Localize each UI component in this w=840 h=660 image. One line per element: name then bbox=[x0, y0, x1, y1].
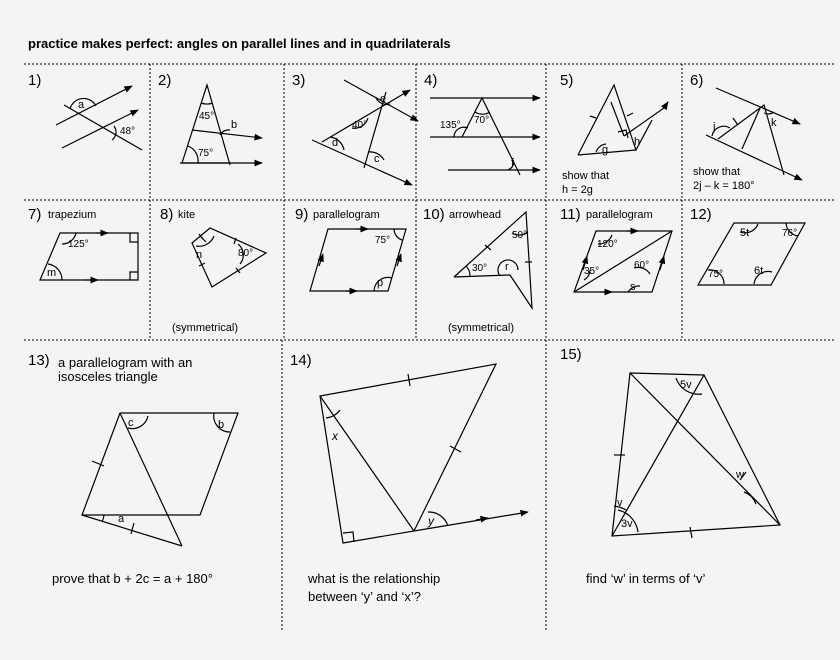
problem-2-figure bbox=[180, 85, 262, 165]
page-title: practice makes perfect: angles on parallel lines and in quadrilaterals bbox=[28, 36, 451, 51]
p11-label-s: s bbox=[630, 281, 636, 293]
problem-8-note: (symmetrical) bbox=[172, 322, 238, 334]
problem-12-figure bbox=[698, 223, 805, 285]
p5-label-h: h bbox=[634, 136, 641, 148]
grid-lines bbox=[24, 64, 834, 630]
problem-11-shape-name: parallelogram bbox=[586, 209, 653, 221]
problem-10-figure bbox=[454, 212, 532, 308]
problem-10-note: (symmetrical) bbox=[448, 322, 514, 334]
problem-8-number: 8) bbox=[160, 206, 174, 223]
problem-13-number: 13) bbox=[28, 352, 50, 369]
p3-label-c: c bbox=[374, 153, 380, 165]
p12-label-76: 76° bbox=[782, 228, 798, 239]
problem-9-number: 9) bbox=[295, 206, 309, 223]
problem-4-number: 4) bbox=[424, 72, 438, 89]
p6-label-j: j bbox=[713, 121, 716, 133]
p10-label-50: 50° bbox=[512, 230, 528, 241]
problem-4-figure bbox=[430, 98, 540, 175]
problem-3-number: 3) bbox=[292, 72, 306, 89]
problem-13-prompt: prove that b + 2c = a + 180° bbox=[52, 571, 213, 586]
p9-label-p: p bbox=[377, 277, 384, 289]
p8-label-80: 80° bbox=[238, 248, 254, 259]
problem-1-number: 1) bbox=[28, 72, 42, 89]
problem-14-prompt-2: between ‘y’ and ‘x’? bbox=[308, 589, 421, 604]
problem-14-number: 14) bbox=[290, 352, 312, 369]
p12-label-75: 75° bbox=[708, 269, 724, 280]
p9-label-75: 75° bbox=[375, 235, 391, 246]
problem-6-figure bbox=[706, 88, 802, 180]
p15-label-3v: 3v bbox=[621, 518, 633, 530]
p13-label-a: a bbox=[118, 513, 125, 525]
p8-label-n: n bbox=[196, 249, 203, 261]
problem-11-number: 11) bbox=[560, 206, 581, 223]
p15-label-w: w bbox=[736, 469, 744, 481]
p15-label-5v: 5v bbox=[680, 379, 692, 391]
p13-label-b: b bbox=[218, 419, 225, 431]
p10-label-r: r bbox=[505, 261, 509, 273]
problem-10-number: 10) bbox=[423, 206, 445, 223]
problem-7-shape-name: trapezium bbox=[48, 209, 97, 221]
problem-5-caption-1: show that bbox=[562, 170, 610, 182]
p7-label-m: m bbox=[47, 267, 57, 279]
p4-label-135: 135° bbox=[440, 120, 461, 131]
p4-label-f: f bbox=[511, 157, 515, 169]
p14-label-x: x bbox=[332, 429, 338, 443]
problem-7-number: 7) bbox=[28, 206, 42, 223]
p1-label-angle: 48° bbox=[120, 126, 136, 137]
p7-label-angle: 125° bbox=[68, 239, 89, 250]
p2-label-top: 45° bbox=[199, 111, 215, 122]
problem-9-figure bbox=[310, 229, 406, 291]
problem-8-shape-name: kite bbox=[178, 209, 196, 221]
p3-label-e: e bbox=[380, 93, 387, 105]
problem-11-figure bbox=[574, 231, 672, 293]
problem-5-caption-2: h = 2g bbox=[562, 184, 593, 196]
p10-label-30: 30° bbox=[472, 263, 488, 274]
p11-label-35: 35° bbox=[584, 266, 600, 277]
p5-label-g: g bbox=[602, 144, 609, 156]
p3-label-d: d bbox=[332, 137, 339, 149]
problem-15-number: 15) bbox=[560, 346, 582, 363]
problem-12-number: 12) bbox=[690, 206, 712, 223]
problem-13-description-1: a parallelogram with an bbox=[58, 355, 193, 370]
problem-14-figure bbox=[320, 364, 528, 543]
p13-label-c: c bbox=[128, 417, 134, 429]
problem-15-figure bbox=[612, 373, 780, 538]
problem-5-figure bbox=[578, 85, 668, 156]
problem-1-figure bbox=[56, 86, 142, 150]
p11-label-120: 120° bbox=[597, 239, 618, 250]
problem-9-shape-name: parallelogram bbox=[313, 209, 380, 221]
problem-13-figure bbox=[82, 413, 238, 546]
problem-10-shape-name: arrowhead bbox=[449, 209, 501, 221]
problem-2-number: 2) bbox=[158, 72, 172, 89]
p3-label-angle: 40° bbox=[352, 120, 368, 131]
problem-13-description-2: isosceles triangle bbox=[58, 369, 158, 384]
problem-15-prompt: find ‘w’ in terms of ‘v’ bbox=[586, 571, 706, 586]
p1-label-a: a bbox=[78, 99, 85, 111]
p12-label-5t: 5t bbox=[740, 227, 750, 239]
problem-6-caption-2: 2j – k = 180° bbox=[693, 180, 755, 192]
p2-label-bottom: 75° bbox=[198, 148, 214, 159]
problem-7-figure bbox=[40, 233, 138, 280]
problem-6-caption-1: show that bbox=[693, 166, 741, 178]
problem-14-prompt-1: what is the relationship bbox=[308, 571, 441, 586]
p12-label-6t: 6t bbox=[754, 265, 764, 277]
problem-5-number: 5) bbox=[560, 72, 574, 89]
p11-label-60: 60° bbox=[634, 260, 650, 271]
p14-label-y: y bbox=[428, 514, 434, 528]
problem-8-figure bbox=[192, 228, 266, 287]
p15-label-v: v bbox=[617, 497, 623, 509]
problem-3-figure bbox=[312, 80, 418, 185]
p2-label-b: b bbox=[231, 119, 238, 131]
problem-6-number: 6) bbox=[690, 72, 704, 89]
p6-label-k: k bbox=[771, 117, 777, 129]
p4-label-70: 70° bbox=[474, 115, 490, 126]
